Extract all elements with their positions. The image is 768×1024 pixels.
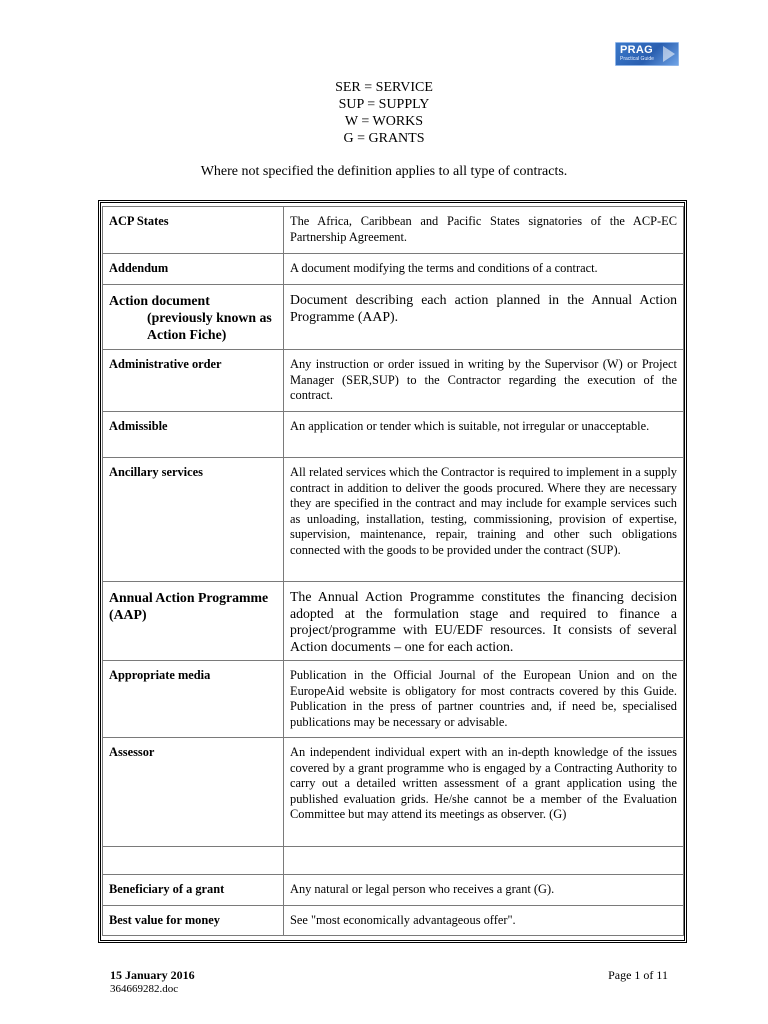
abbreviation-line: SUP = SUPPLY: [338, 97, 430, 112]
abbreviation-line: G = GRANTS: [343, 131, 425, 146]
term-cell: Ancillary services: [103, 458, 284, 582]
table-row: [103, 412, 684, 458]
term-cell: Assessor: [103, 738, 284, 847]
table-row: [103, 350, 684, 412]
table-row: [103, 875, 684, 906]
definition-cell: See "most economically advantageous offer".: [284, 906, 684, 936]
definitions-table: [102, 206, 684, 936]
definition-cell: Document describing each action planned in the Annual Action Programme (AAP).: [284, 285, 684, 350]
term-cell: Beneficiary of a grant: [103, 875, 284, 906]
definition-cell: The Africa, Caribbean and Pacific States signatories of the ACP-EC Partnership Agreement.: [284, 207, 684, 254]
definition-cell: An independent individual expert with an in-depth knowledge of the issues covered by a grant programme who is engaged by a Contracting Authority to carry out a detailed written assessment of a grant application using the published evaluation grids. He/she cannot be a member of the Evaluation Committee but may attend its meetings as observer. (G): [284, 738, 684, 847]
definition-cell: [284, 847, 684, 875]
table-row: [103, 458, 684, 582]
term-cell: Annual Action Programme (AAP): [103, 582, 284, 661]
definition-cell: Publication in the Official Journal of the European Union and on the EuropeAid website is obligatory for most contracts covered by this Guide. Publication in the press of partner countries and, if need be, specialised publications may be necessary or advisable.: [284, 661, 684, 738]
definition-cell: An application or tender which is suitable, not irregular or unacceptable.: [284, 412, 684, 458]
logo-arrow-icon: [663, 46, 675, 62]
term-line: Action document: [109, 293, 210, 308]
table-row: [103, 906, 684, 936]
term-cell: [103, 285, 284, 350]
footer-date: 15 January 2016: [110, 968, 195, 982]
table-row: [103, 661, 684, 738]
term-cell: Addendum: [103, 254, 284, 285]
table-row: [103, 207, 684, 254]
abbreviation-line: W = WORKS: [344, 114, 424, 129]
abbreviations-block: [0, 79, 768, 147]
table-row: [103, 582, 684, 661]
abbreviation-line: SER = SERVICE: [335, 80, 433, 95]
logo-text: PRAG: [620, 44, 653, 56]
logo-subtext: Practical Guide: [620, 56, 654, 62]
term-cell: Admissible: [103, 412, 284, 458]
table-row: [103, 847, 684, 875]
term-cell: Appropriate media: [103, 661, 284, 738]
table-row: [103, 738, 684, 847]
footer-page-number: Page 1 of 11: [608, 968, 668, 982]
table-row: [103, 254, 684, 285]
definition-cell: A document modifying the terms and conditions of a contract.: [284, 254, 684, 285]
definition-cell: Any natural or legal person who receives a grant (G).: [284, 875, 684, 906]
term-cell: Administrative order: [103, 350, 284, 412]
scope-note: Where not specified the definition applies to all type of contracts.: [200, 164, 568, 179]
term-cell: [103, 847, 284, 875]
table-row: [103, 285, 684, 350]
prag-logo: [615, 42, 679, 66]
definition-cell: All related services which the Contractor is required to implement in a supply contract in addition to deliver the goods procured. Where they are necessary they are specified in the contract and may include for example services such as unloading, installation, testing, commissioning, provision of expertise, supervision, maintenance, repair, training and other such obligations connected with the goods to be provided under the contract (SUP).: [284, 458, 684, 582]
term-cell: Best value for money: [103, 906, 284, 936]
definition-cell: The Annual Action Programme constitutes the financing decision adopted at the formulation stage and required to finance a project/programme with EU/EDF resources. It consists of several Action documents – one for each action.: [284, 582, 684, 661]
footer-filename: 364669282.doc: [110, 983, 179, 995]
term-cell: ACP States: [103, 207, 284, 254]
term-line-indented: (previously known as Action Fiche): [147, 310, 272, 342]
definition-cell: Any instruction or order issued in writing by the Supervisor (W) or Project Manager (SER,SUP) to the Contractor regarding the execution of the contract.: [284, 350, 684, 412]
